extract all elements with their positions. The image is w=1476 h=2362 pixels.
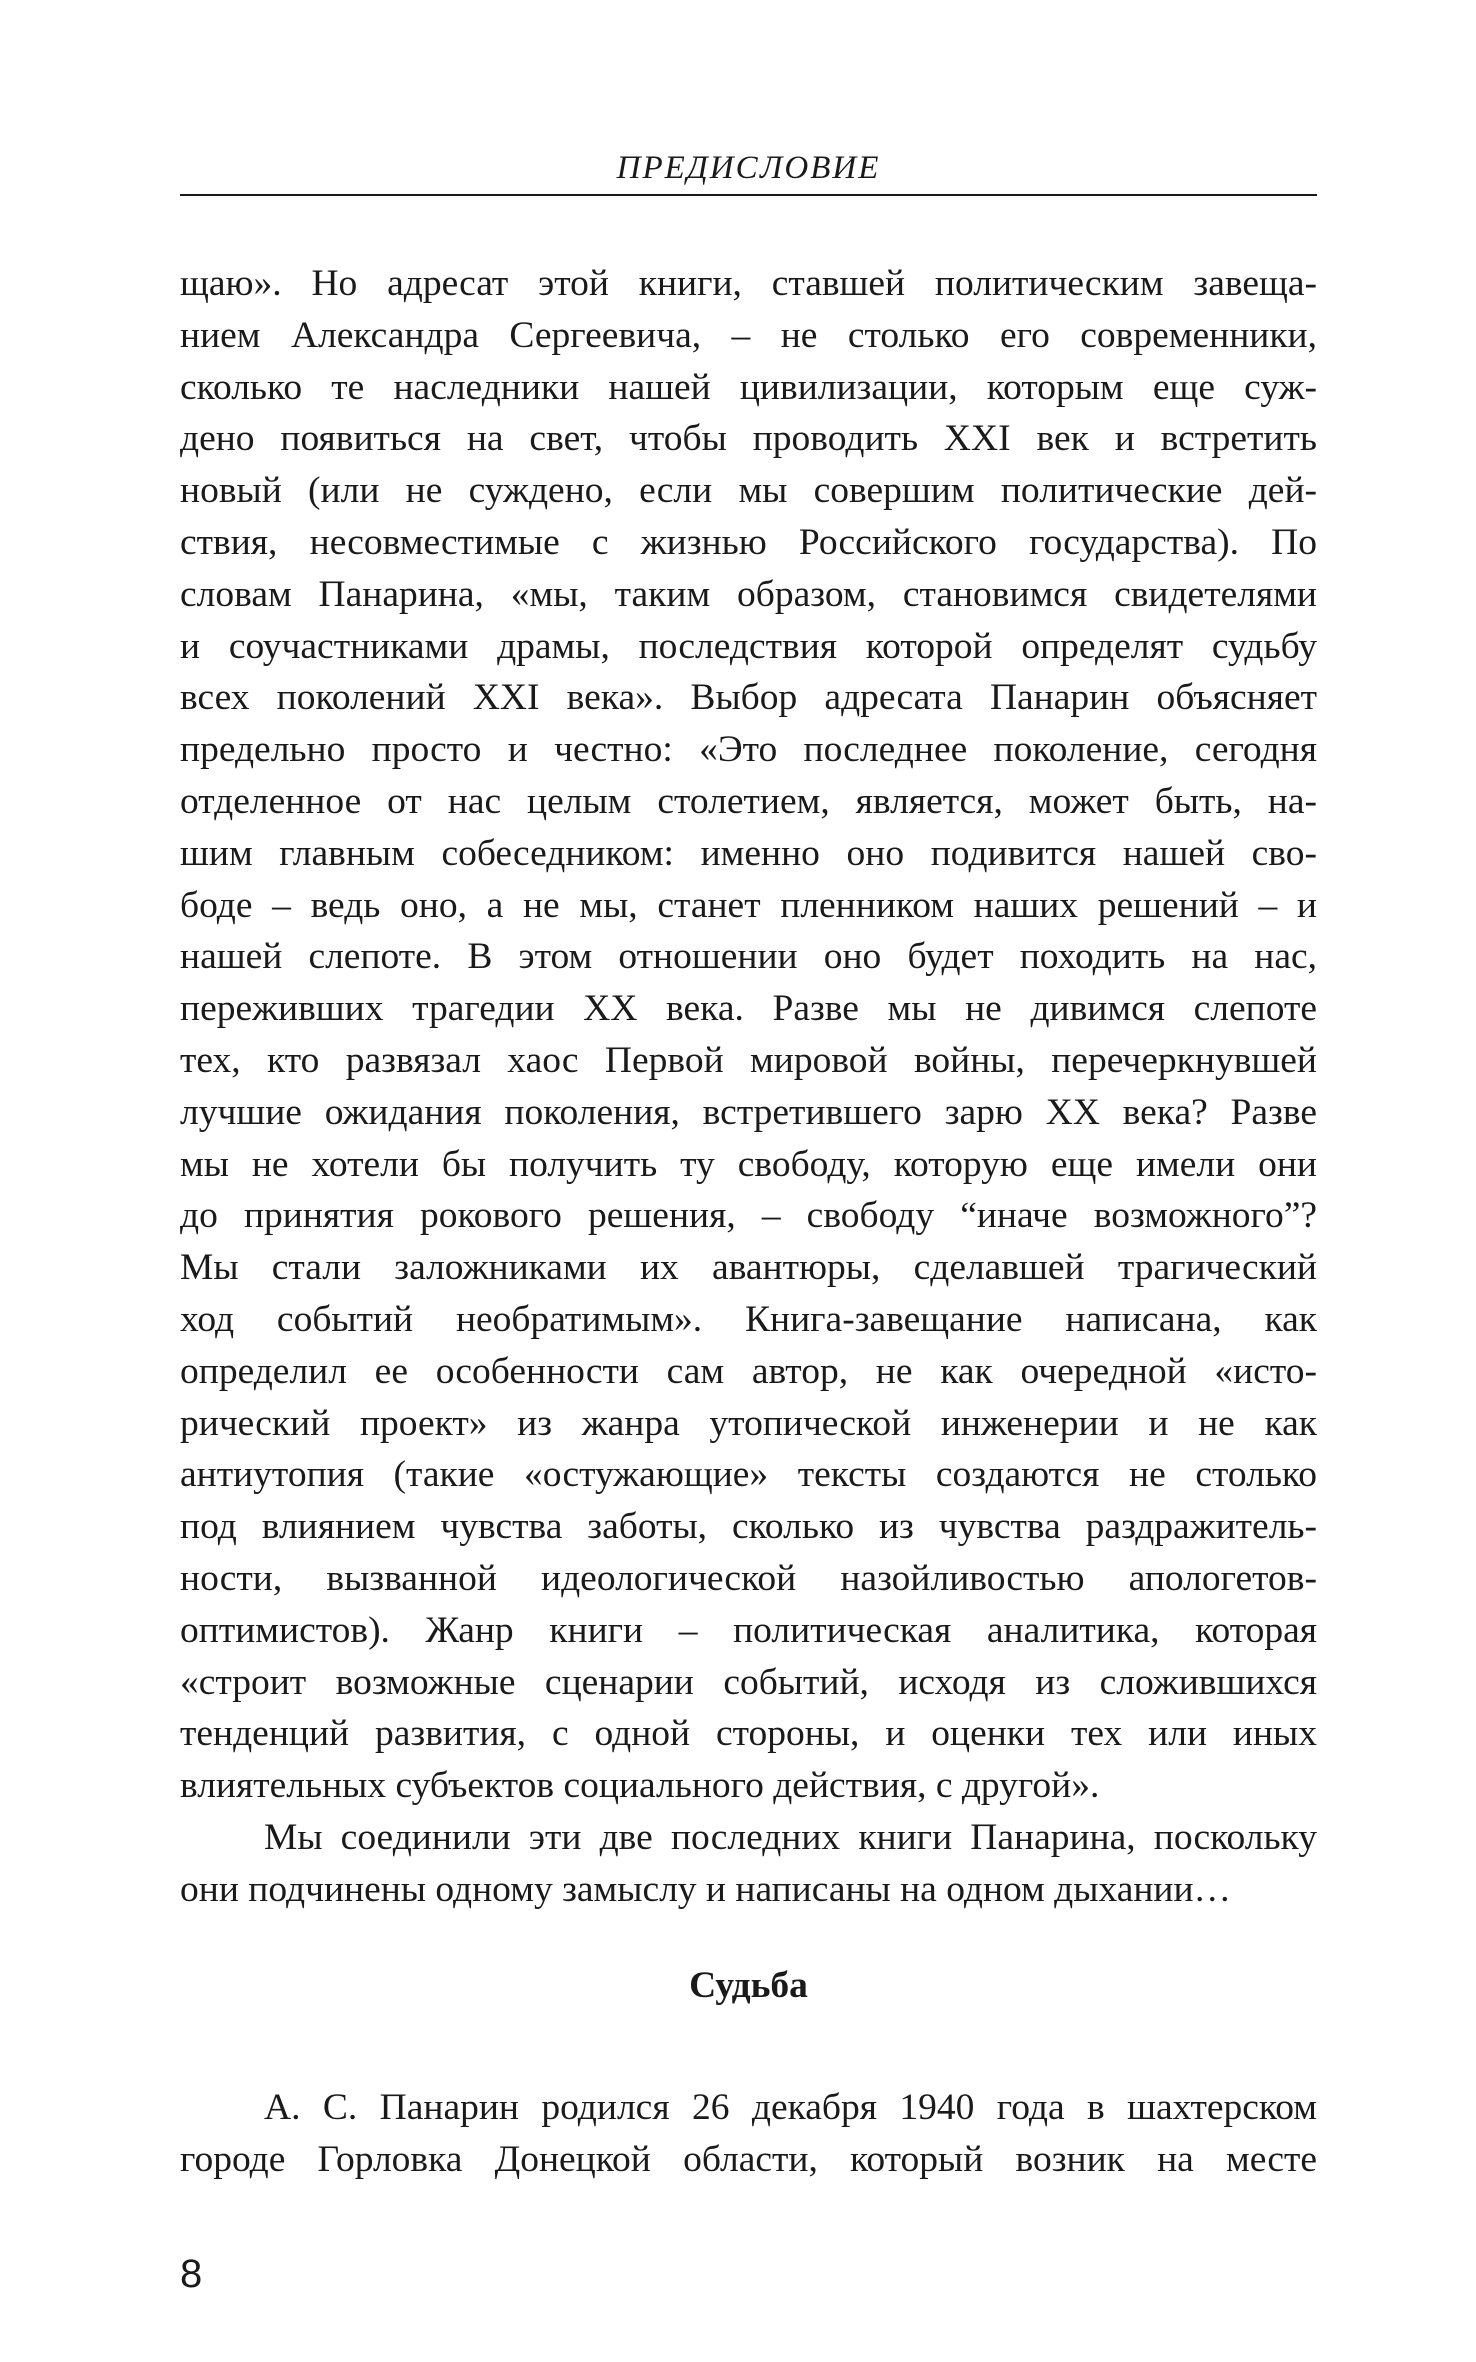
text-line: А. С. Панарин родился 26 декабря 1940 года в шахтерском (264, 2087, 1317, 2128)
header-divider (180, 194, 1317, 196)
text-line: и соучастниками драмы, последствия которой определят судьбу (180, 625, 1317, 667)
text-line: сколько те наследники нашей цивилизации, которым еще суж- (180, 366, 1317, 408)
text-line: словам Панарина, «мы, таким образом, становимся свидетелями (180, 573, 1317, 615)
text-line: ход событий необратимым». Книга-завещание написана, как (180, 1298, 1317, 1340)
text-line: Мы стали заложниками их авантюры, сделавшей трагический (180, 1247, 1317, 1289)
text-line: нием Александра Сергеевича, – не столько его современники, (180, 314, 1317, 356)
text-line: отделенное от нас целым столетием, является, может быть, на- (180, 780, 1317, 822)
text-line: под влиянием чувства заботы, сколько из чувства раздражитель- (180, 1506, 1317, 1548)
text-line: всех поколений XXI века». Выбор адресата Панарин объясняет (180, 677, 1317, 719)
text-line: шим главным собеседником: именно оно подивится нашей сво- (180, 832, 1317, 874)
text-line: ствия, несовместимые с жизнью Российского государства). По (180, 521, 1317, 563)
section-heading: Судьба (689, 1965, 808, 2006)
text-line: лучшие ожидания поколения, встретившего зарю XX века? Разве (180, 1091, 1317, 1133)
text-line: переживших трагедии XX века. Разве мы не дивимся слепоте (180, 988, 1317, 1030)
text-line: ности, вызванной идеологической назойливостью апологетов- (180, 1557, 1317, 1599)
text-line: они подчинены одному замыслу и написаны на одном дыхании… (180, 1868, 1232, 1910)
section-text (180, 2082, 1317, 2186)
text-line: Мы соединили эти две последних книги Панарина, поскольку (264, 1816, 1317, 1858)
text-line: антиутопия (такие «остужающие» тексты создаются не столько (180, 1454, 1317, 1496)
text-line: дено появиться на свет, чтобы проводить XXI век и встретить (180, 418, 1317, 460)
text-line: боде – ведь оно, а не мы, станет пленником наших решений – и (180, 884, 1317, 926)
text-line: мы не хотели бы получить ту свободу, которую еще имели они (180, 1143, 1317, 1185)
running-head-title: ПРЕДИСЛОВИЕ (616, 150, 881, 186)
text-line: «строит возможные сценарии событий, исходя из сложившихся (180, 1661, 1317, 1703)
text-line: городе Горловка Донецкой области, который возник на месте (180, 2138, 1317, 2180)
text-line: определил ее особенности сам автор, не как очередной «исто- (180, 1350, 1317, 1392)
text-line: рический проект» из жанра утопической инженерии и не как (180, 1402, 1317, 1444)
text-line: предельно просто и честно: «Это последнее поколение, сегодня (180, 729, 1317, 771)
main-text (180, 258, 1317, 1916)
text-line: нашей слепоте. В этом отношении оно будет походить на нас, (180, 936, 1317, 978)
text-line: тенденций развития, с одной стороны, и оценки тех или иных (180, 1713, 1317, 1755)
text-line: новый (или не суждено, если мы совершим политические дей- (180, 470, 1317, 512)
text-line: оптимистов). Жанр книги – политическая аналитика, которая (180, 1609, 1317, 1651)
text-line: влиятельных субъектов социального действия, с другой». (180, 1765, 1100, 1807)
text-line: до принятия рокового решения, – свободу “иначе возможного”? (180, 1195, 1317, 1237)
text-line: тех, кто развязал хаос Первой мировой войны, перечеркнувшей (180, 1039, 1317, 1081)
text-line: щаю». Но адресат этой книги, ставшей политическим завеща- (180, 263, 1317, 304)
page-number: 8 (180, 2252, 203, 2296)
